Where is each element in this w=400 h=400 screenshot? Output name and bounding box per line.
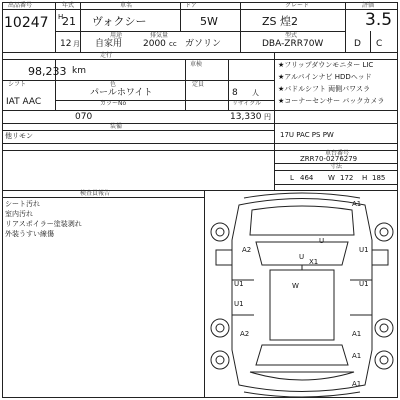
- year-label: 年式: [62, 2, 75, 9]
- equip-label: 装備: [110, 123, 123, 130]
- feature-item: ★パドルシフト 両側パワスラ: [278, 85, 370, 93]
- row-divider: [55, 31, 345, 32]
- col-divider: [274, 143, 275, 190]
- chassis-number: ZRR70-0276279: [300, 155, 358, 163]
- col-divider: [274, 52, 275, 143]
- row-divider: [274, 184, 398, 185]
- month-value: 12: [60, 39, 72, 49]
- col-divider: [240, 2, 241, 52]
- shift-value: IAT AAC: [6, 97, 42, 107]
- col-divider: [180, 2, 181, 31]
- doors: 5W: [200, 15, 218, 28]
- row-divider: [2, 123, 398, 124]
- year-era: H: [58, 13, 64, 21]
- row-divider: [2, 197, 204, 198]
- mileage-unit: km: [72, 66, 86, 76]
- damage-mark: U1: [234, 300, 244, 308]
- use-label: 用途: [110, 32, 123, 39]
- score-label: 評価: [362, 2, 375, 9]
- displacement-label: 排気量: [150, 32, 169, 39]
- color-code-label: カラーNo: [100, 100, 127, 107]
- interior-score: D: [354, 39, 361, 49]
- damage-mark: U1: [234, 280, 244, 288]
- inspector-note: 外装うすい線傷: [5, 230, 54, 238]
- inspector-notes-header: 検査員報告: [80, 190, 111, 197]
- row-divider: [274, 170, 398, 171]
- col-divider: [185, 59, 186, 110]
- damage-mark: X1: [309, 258, 319, 266]
- capacity-label: 定員: [192, 81, 205, 88]
- recycle-value: 13,330: [230, 112, 262, 122]
- inspector-note: シート汚れ: [5, 200, 40, 208]
- damage-mark: U: [319, 237, 325, 245]
- color-label: 色: [110, 81, 117, 88]
- grade-label: グレード: [285, 2, 310, 9]
- row-divider: [2, 143, 398, 144]
- recycle-unit: 円: [264, 113, 271, 121]
- length-value: 464: [300, 174, 314, 182]
- row-divider: [2, 9, 398, 10]
- use-value: 自家用: [95, 39, 123, 49]
- damage-mark: U1: [359, 280, 369, 288]
- feature-item: ★フリップダウンモニター LIC: [278, 61, 374, 69]
- car-name-label: 車名: [120, 2, 133, 9]
- row-divider: [2, 110, 398, 111]
- row-divider: [2, 59, 398, 60]
- damage-mark: A1: [352, 352, 362, 360]
- col-divider: [345, 2, 346, 52]
- shift-label: シフト: [8, 81, 27, 88]
- col-divider: [228, 59, 229, 110]
- row-divider: [2, 52, 398, 53]
- col-divider: [55, 2, 56, 52]
- mileage-value: 98,233: [28, 65, 67, 78]
- height-value: 185: [372, 174, 386, 182]
- model-value: DBA-ZRR70W: [262, 39, 324, 49]
- lot-number: 10247: [4, 15, 49, 31]
- width-label: W: [328, 174, 335, 182]
- inspector-note: リアスポイラー塗装剥れ: [5, 220, 82, 228]
- col-divider: [370, 31, 371, 52]
- grade: ZS 煌2: [262, 15, 299, 28]
- dimensions-label: 寸法: [330, 163, 343, 170]
- doors-label: ドア: [185, 2, 197, 9]
- inspector-note: 室内汚れ: [5, 210, 33, 218]
- feature-item: ★コーナーセンサー バックカメラ: [278, 97, 385, 105]
- row-divider: [2, 80, 274, 81]
- year-value: 21: [62, 15, 76, 28]
- damage-mark: A2: [240, 330, 250, 338]
- other-remote: 他リモン: [5, 132, 33, 140]
- displacement-value: 2000: [143, 39, 166, 49]
- inspection-label: 車検: [190, 61, 203, 68]
- capacity-unit: 人: [252, 89, 259, 97]
- equipment-codes: 17U PAC PS PW: [280, 131, 334, 139]
- damage-mark: W: [292, 282, 299, 290]
- damage-mark: A1: [352, 330, 362, 338]
- col-divider: [80, 2, 81, 52]
- displacement-unit: cc: [169, 40, 177, 48]
- month-unit: 月: [73, 40, 80, 48]
- exterior-score: C: [376, 39, 383, 49]
- mileage-label: 走行: [100, 52, 113, 59]
- fuel-value: ガソリン: [185, 39, 222, 49]
- recycle-label: リサイクル: [232, 100, 262, 107]
- feature-item: ★アルパインナビ HDDヘッド: [278, 73, 372, 81]
- length-label: L: [290, 174, 294, 182]
- color-code: 070: [75, 112, 93, 122]
- lot-number-label: 出品番号: [8, 2, 33, 9]
- chassis-label: 車台番号: [325, 150, 350, 157]
- damage-mark: U: [299, 253, 305, 261]
- overall-score: 3.5: [365, 10, 393, 30]
- damage-mark: U1: [359, 246, 369, 254]
- border-left: [2, 2, 3, 398]
- width-value: 172: [340, 174, 354, 182]
- row-divider: [2, 130, 274, 131]
- capacity-value: 8: [232, 88, 238, 98]
- car-outline-drawing: [204, 190, 400, 400]
- damage-mark: A2: [242, 246, 252, 254]
- damage-mark: A1: [352, 200, 362, 208]
- color-value: パールホワイト: [90, 88, 153, 98]
- damage-mark: A1: [352, 380, 362, 388]
- car-damage-diagram: [204, 190, 400, 400]
- car-name: ヴォクシー: [92, 15, 147, 28]
- height-label: H: [362, 174, 368, 182]
- model-label: 型式: [285, 32, 298, 39]
